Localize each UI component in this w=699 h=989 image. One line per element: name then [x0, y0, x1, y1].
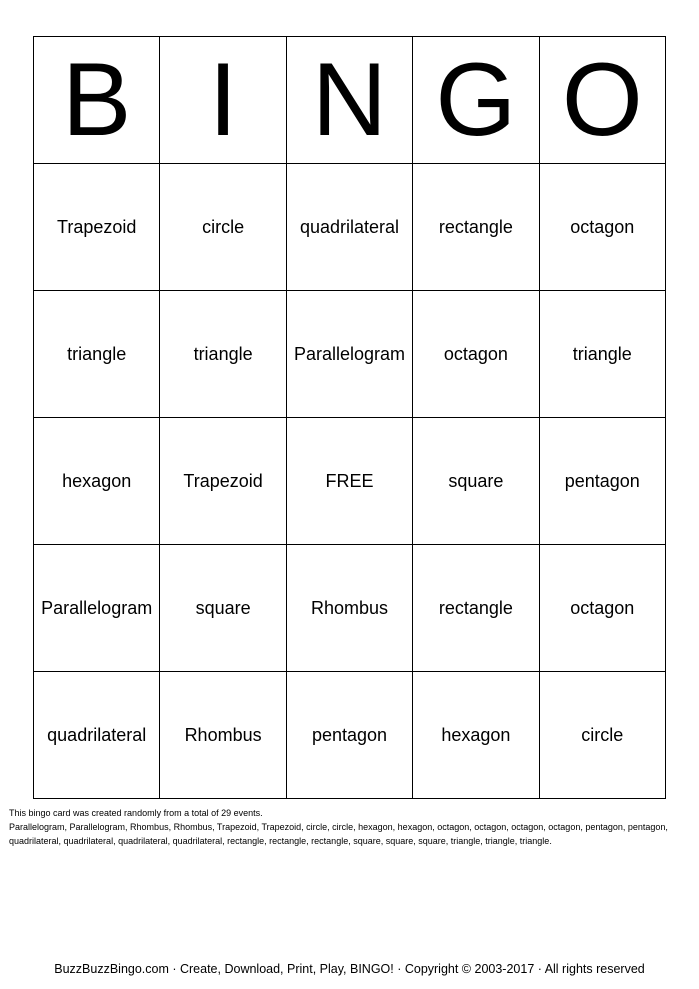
bingo-row-1 — [34, 164, 666, 291]
event-list: Parallelogram, Parallelogram, Rhombus, Rhombus, Trapezoid, Trapezoid, circle, circle, hexagon, hexagon, octagon, octagon, octagon, octagon, pentagon, pentagon, quadrilateral, quadrilateral, quadrilateral, quadrilateral, rectangle, rectangle, rectangle, square, square, square, triangle, triangle, triangle. — [9, 822, 668, 846]
bingo-cell: hexagon — [34, 418, 160, 545]
bingo-cell: pentagon — [286, 672, 412, 799]
bingo-cell: pentagon — [539, 418, 665, 545]
bingo-cell: rectangle — [413, 164, 539, 291]
bingo-cell: triangle — [539, 291, 665, 418]
header-letter-i: I — [160, 37, 286, 164]
header-letter-g: G — [413, 37, 539, 164]
bingo-cell: triangle — [34, 291, 160, 418]
free-space-cell: FREE — [286, 418, 412, 545]
bingo-cell: circle — [539, 672, 665, 799]
bingo-cell: square — [160, 545, 286, 672]
bingo-card — [33, 36, 666, 799]
bingo-cell: octagon — [413, 291, 539, 418]
copyright-line: BuzzBuzzBingo.com · Create, Download, Print, Play, BINGO! · Copyright © 2003-2017 · All rights reserved — [54, 962, 645, 976]
bingo-header-row — [34, 37, 666, 164]
bingo-cell: Trapezoid — [160, 418, 286, 545]
bingo-row-5 — [34, 672, 666, 799]
bingo-cell: square — [413, 418, 539, 545]
header-letter-o: O — [539, 37, 665, 164]
bingo-cell: quadrilateral — [286, 164, 412, 291]
bingo-cell: Parallelogram — [286, 291, 412, 418]
bingo-cell: quadrilateral — [34, 672, 160, 799]
bingo-cell: octagon — [539, 545, 665, 672]
bingo-cell: hexagon — [413, 672, 539, 799]
bingo-row-2 — [34, 291, 666, 418]
header-letter-n: N — [286, 37, 412, 164]
bingo-cell: octagon — [539, 164, 665, 291]
card-footer-note — [9, 806, 691, 848]
bingo-row-3 — [34, 418, 666, 545]
bingo-cell: Rhombus — [160, 672, 286, 799]
bingo-cell: Trapezoid — [34, 164, 160, 291]
bingo-cell: triangle — [160, 291, 286, 418]
bingo-cell: rectangle — [413, 545, 539, 672]
card-generation-note: This bingo card was created randomly from a total of 29 events. — [9, 808, 263, 818]
bingo-row-4 — [34, 545, 666, 672]
bingo-cell: circle — [160, 164, 286, 291]
header-letter-b: B — [34, 37, 160, 164]
bingo-cell: Parallelogram — [34, 545, 160, 672]
bingo-cell: Rhombus — [286, 545, 412, 672]
